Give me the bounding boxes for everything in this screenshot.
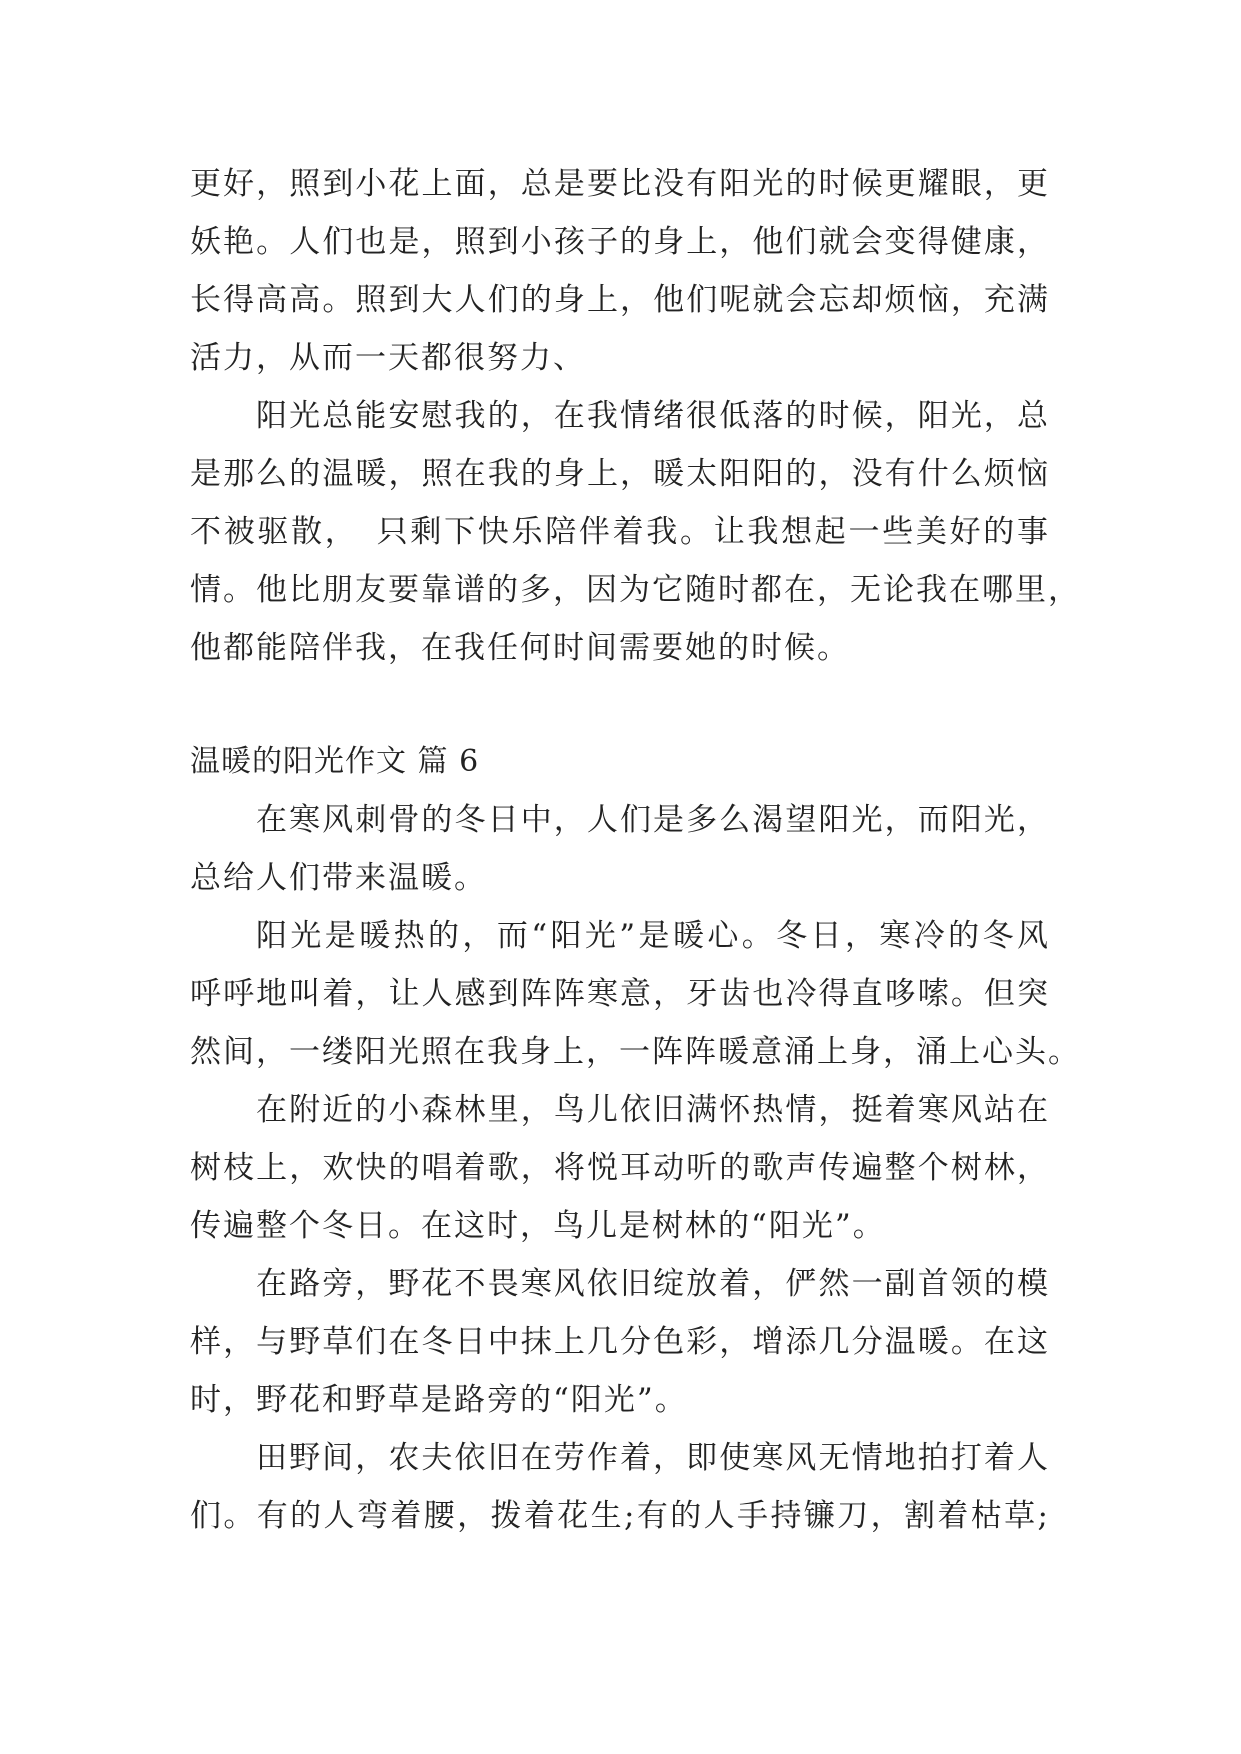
text-line: 呼呼地叫着，让人感到阵阵寒意，牙齿也冷得直哆嗦。但突	[190, 976, 1050, 1012]
text-line: 在寒风刺骨的冬日中，人们是多么渴望阳光，而阳光，	[256, 802, 1050, 838]
text-line: 在路旁，野花不畏寒风依旧绽放着，俨然一副首领的模	[256, 1266, 1050, 1302]
text-line: 样，与野草们在冬日中抹上几分色彩，增添几分温暖。在这	[190, 1324, 1050, 1360]
text-line: 长得高高。照到大人们的身上，他们呢就会忘却烦恼，充满	[190, 282, 1050, 318]
text-line: 传遍整个冬日。在这时，鸟儿是树林的“阳光”。	[190, 1208, 886, 1244]
text-line: 妖艳。人们也是，照到小孩子的身上，他们就会变得健康，	[190, 224, 1050, 260]
text-line: 总给人们带来温暖。	[190, 860, 487, 896]
text-line: 是那么的温暖，照在我的身上，暖太阳阳的，没有什么烦恼	[190, 456, 1050, 492]
section-gap	[190, 677, 1050, 733]
paragraph	[190, 1255, 1050, 1429]
text-line: 在附近的小森林里，鸟儿依旧满怀热情，挺着寒风站在	[256, 1092, 1050, 1128]
section-title: 温暖的阳光作文 篇 6	[190, 744, 480, 779]
paragraph	[190, 1429, 1050, 1545]
paragraph	[190, 155, 1050, 387]
paragraph	[190, 1081, 1050, 1255]
text-line: 不被驱散， 只剩下快乐陪伴着我。让我想起一些美好的事	[190, 514, 1050, 550]
text-line: 然间，一缕阳光照在我身上，一阵阵暖意涌上身，涌上心头。	[190, 1034, 1081, 1070]
text-line: 田野间，农夫依旧在劳作着，即使寒风无情地拍打着人	[256, 1440, 1050, 1476]
paragraph	[190, 907, 1081, 1081]
text-line: 阳光总能安慰我的，在我情绪很低落的时候，阳光，总	[256, 398, 1050, 434]
text-line: 更好，照到小花上面，总是要比没有阳光的时候更耀眼，更	[190, 166, 1050, 202]
text-line: 情。他比朋友要靠谱的多，因为它随时都在，无论我在哪里，	[190, 572, 1081, 608]
paragraph	[190, 791, 1050, 907]
text-line: 时，野花和野草是路旁的“阳光”。	[190, 1382, 688, 1418]
text-line: 阳光是暖热的，而“阳光”是暖心。冬日，寒冷的冬风	[256, 918, 1050, 954]
text-line: 他都能陪伴我，在我任何时间需要她的时候。	[190, 630, 850, 666]
paragraph	[190, 387, 1081, 677]
text-line: 树枝上，欢快的唱着歌，将悦耳动听的歌声传遍整个树林，	[190, 1150, 1050, 1186]
text-line: 们。有的人弯着腰，拨着花生;有的人手持镰刀，割着枯草;	[190, 1498, 1050, 1534]
document-body	[190, 155, 1081, 1545]
text-line: 活力，从而一天都很努力、	[190, 340, 586, 376]
